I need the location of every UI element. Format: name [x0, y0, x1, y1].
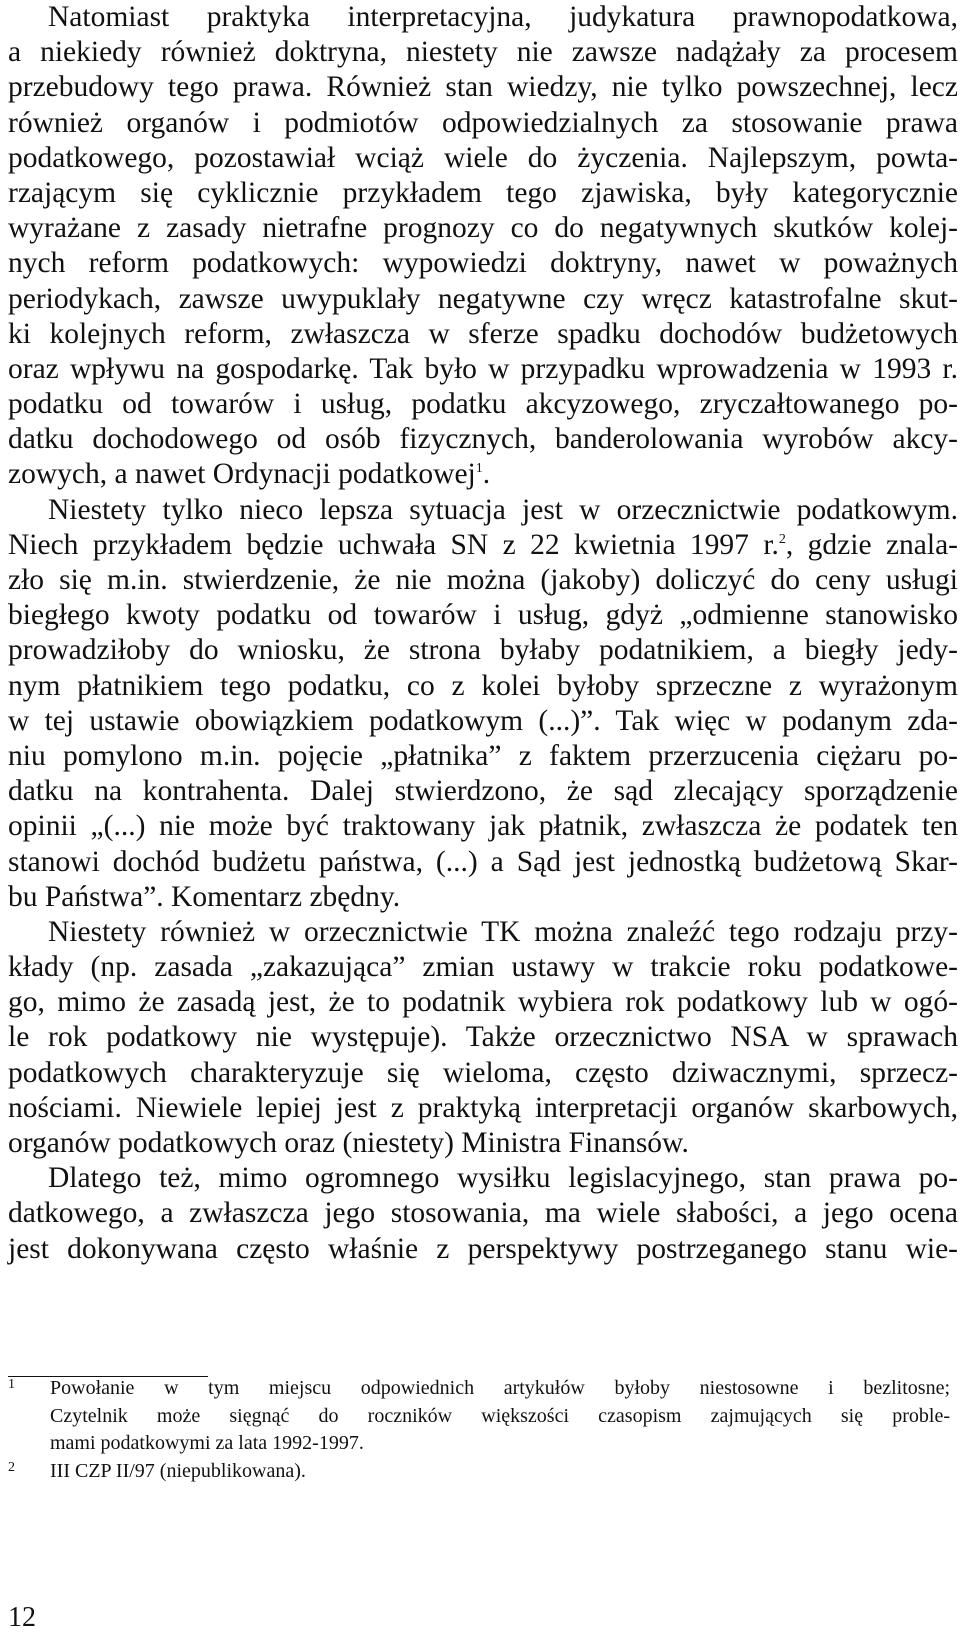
text-fragment: , gdzie znala- [785, 528, 958, 561]
text-fragment: zowych, a nawet Ordynacji podatkowej [8, 458, 476, 491]
footnote-number: 2 [8, 1459, 15, 1475]
text-line: Dlatego też, mimo ogromnego wysiłku legislacyjnego, stan prawa po- [48, 1162, 958, 1195]
text-line: podatku od towarów i usług, podatku akcyzowego, zryczałtowanego po- [8, 388, 958, 421]
page-number: 12 [8, 1602, 36, 1633]
footnote-line: mami podatkowymi za lata 1992-1997. [50, 1432, 364, 1454]
text-line [8, 457, 958, 492]
text-line: rzającym się cyklicznie przykładem tego zjawiska, były kategorycznie [8, 176, 958, 209]
text-line [8, 528, 958, 563]
text-line: podatkowych charakteryzuje się wieloma, często dziwacznymi, sprzecz- [8, 1056, 958, 1089]
footnote-2 [8, 1458, 950, 1486]
text-line: datku dochodowego od osób fizycznych, banderolowania wyrobów akcy- [8, 423, 958, 456]
text-line: go, mimo że zasadą jest, że to podatnik wybiera rok podatkowy lub w ogó- [8, 986, 958, 1019]
text-line: nościami. Niewiele lepiej jest z praktyką interpretacji organów skarbowych, [8, 1091, 958, 1124]
footnote-1 [8, 1375, 950, 1458]
text-line: jest dokonywana często właśnie z perspektywy postrzeganego stanu wie- [8, 1232, 958, 1265]
text-line: kłady (np. zasada „zakazująca” zmian ustawy w trakcie roku podatkowe- [8, 951, 958, 984]
text-line: datkowego, a zwłaszcza jego stosowania, ma wiele słabości, a jego ocena [8, 1197, 958, 1230]
body-text [8, 0, 958, 1267]
text-fragment: Niech przykładem będzie uchwała SN z 22 kwietnia 1997 r. [8, 528, 779, 561]
page [8, 0, 958, 1267]
footnote-reference: 1 [475, 461, 483, 477]
footnote-line: III CZP II/97 (niepublikowana). [50, 1459, 306, 1482]
footnote-reference: 2 [778, 531, 786, 547]
text-fragment: . [482, 458, 491, 491]
footnotes [8, 1375, 950, 1485]
text-line: podatkowego, pozostawiał wciąż wiele do życzenia. Najlepszym, powta- [8, 141, 958, 174]
text-line: oraz wpływu na gospodarkę. Tak było w przypadku wprowadzenia w 1993 r. [8, 352, 958, 385]
text-line: datku na kontrahenta. Dalej stwierdzono, że sąd zlecający sporządzenie [8, 775, 958, 808]
text-line: organów podatkowych oraz (niestety) Ministra Finansów. [8, 1127, 689, 1159]
text-line: niu pomylono m.in. pojęcie „płatnika” z faktem przerzucenia ciężaru po- [8, 739, 958, 772]
text-line: nych reform podatkowych: wypowiedzi doktryny, nawet w poważnych [8, 247, 958, 280]
text-line: wyrażane z zasady nietrafne prognozy co do negatywnych skutków kolej- [8, 212, 958, 245]
text-line: stanowi dochód budżetu państwa, (...) a Sąd jest jednostką budżetową Skar- [8, 845, 958, 878]
text-line: le rok podatkowy nie występuje). Także orzecznictwo NSA w sprawach [8, 1021, 958, 1054]
text-line: nym płatnikiem tego podatku, co z kolei byłoby sprzeczne z wyrażonym [8, 669, 958, 702]
text-line: również organów i podmiotów odpowiedzialnych za stosowanie prawa [8, 106, 958, 139]
text-line: w tej ustawie obowiązkiem podatkowym (...)”. Tak więc w podanym zda- [8, 704, 958, 737]
text-line: Natomiast praktyka interpretacyjna, judykatura prawnopodatkowa, [48, 1, 958, 33]
footnote-line: Powołanie w tym miejscu odpowiednich artykułów byłoby niestosowne i bezlitosne; [50, 1377, 950, 1399]
text-line: periodykach, zawsze uwypuklały negatywne czy wręcz katastrofalne skut- [8, 282, 958, 315]
footnote-line: Czytelnik może sięgnąć do roczników większości czasopism zajmujących się proble- [50, 1404, 950, 1427]
text-line: bu Państwa”. Komentarz zbędny. [8, 880, 401, 913]
text-line: opinii „(...) nie może być traktowany jak płatnik, zwłaszcza że podatek ten [8, 810, 958, 843]
text-line: Niestety również w orzecznictwie TK można znaleźć tego rodzaju przy- [48, 915, 958, 948]
footnote-number: 1 [8, 1377, 15, 1392]
text-line: a niekiedy również doktryna, niestety nie zawsze nadążały za procesem [8, 36, 958, 69]
text-line: prowadziłoby do wniosku, że strona byłaby podatnikiem, a biegły jedy- [8, 634, 958, 667]
text-line: biegłego kwoty podatku od towarów i usług, gdyż „odmienne stanowisko [8, 599, 958, 632]
text-line: ki kolejnych reform, zwłaszcza w sferze spadku dochodów budżetowych [8, 317, 958, 350]
text-line: zło się m.in. stwierdzenie, że nie można (jakoby) doliczyć do ceny usługi [8, 564, 958, 596]
text-line: Niestety tylko nieco lepsza sytuacja jest w orzecznictwie podatkowym. [48, 493, 958, 526]
text-line: przebudowy tego prawa. Również stan wiedzy, nie tylko powszechnej, lecz [8, 71, 958, 104]
